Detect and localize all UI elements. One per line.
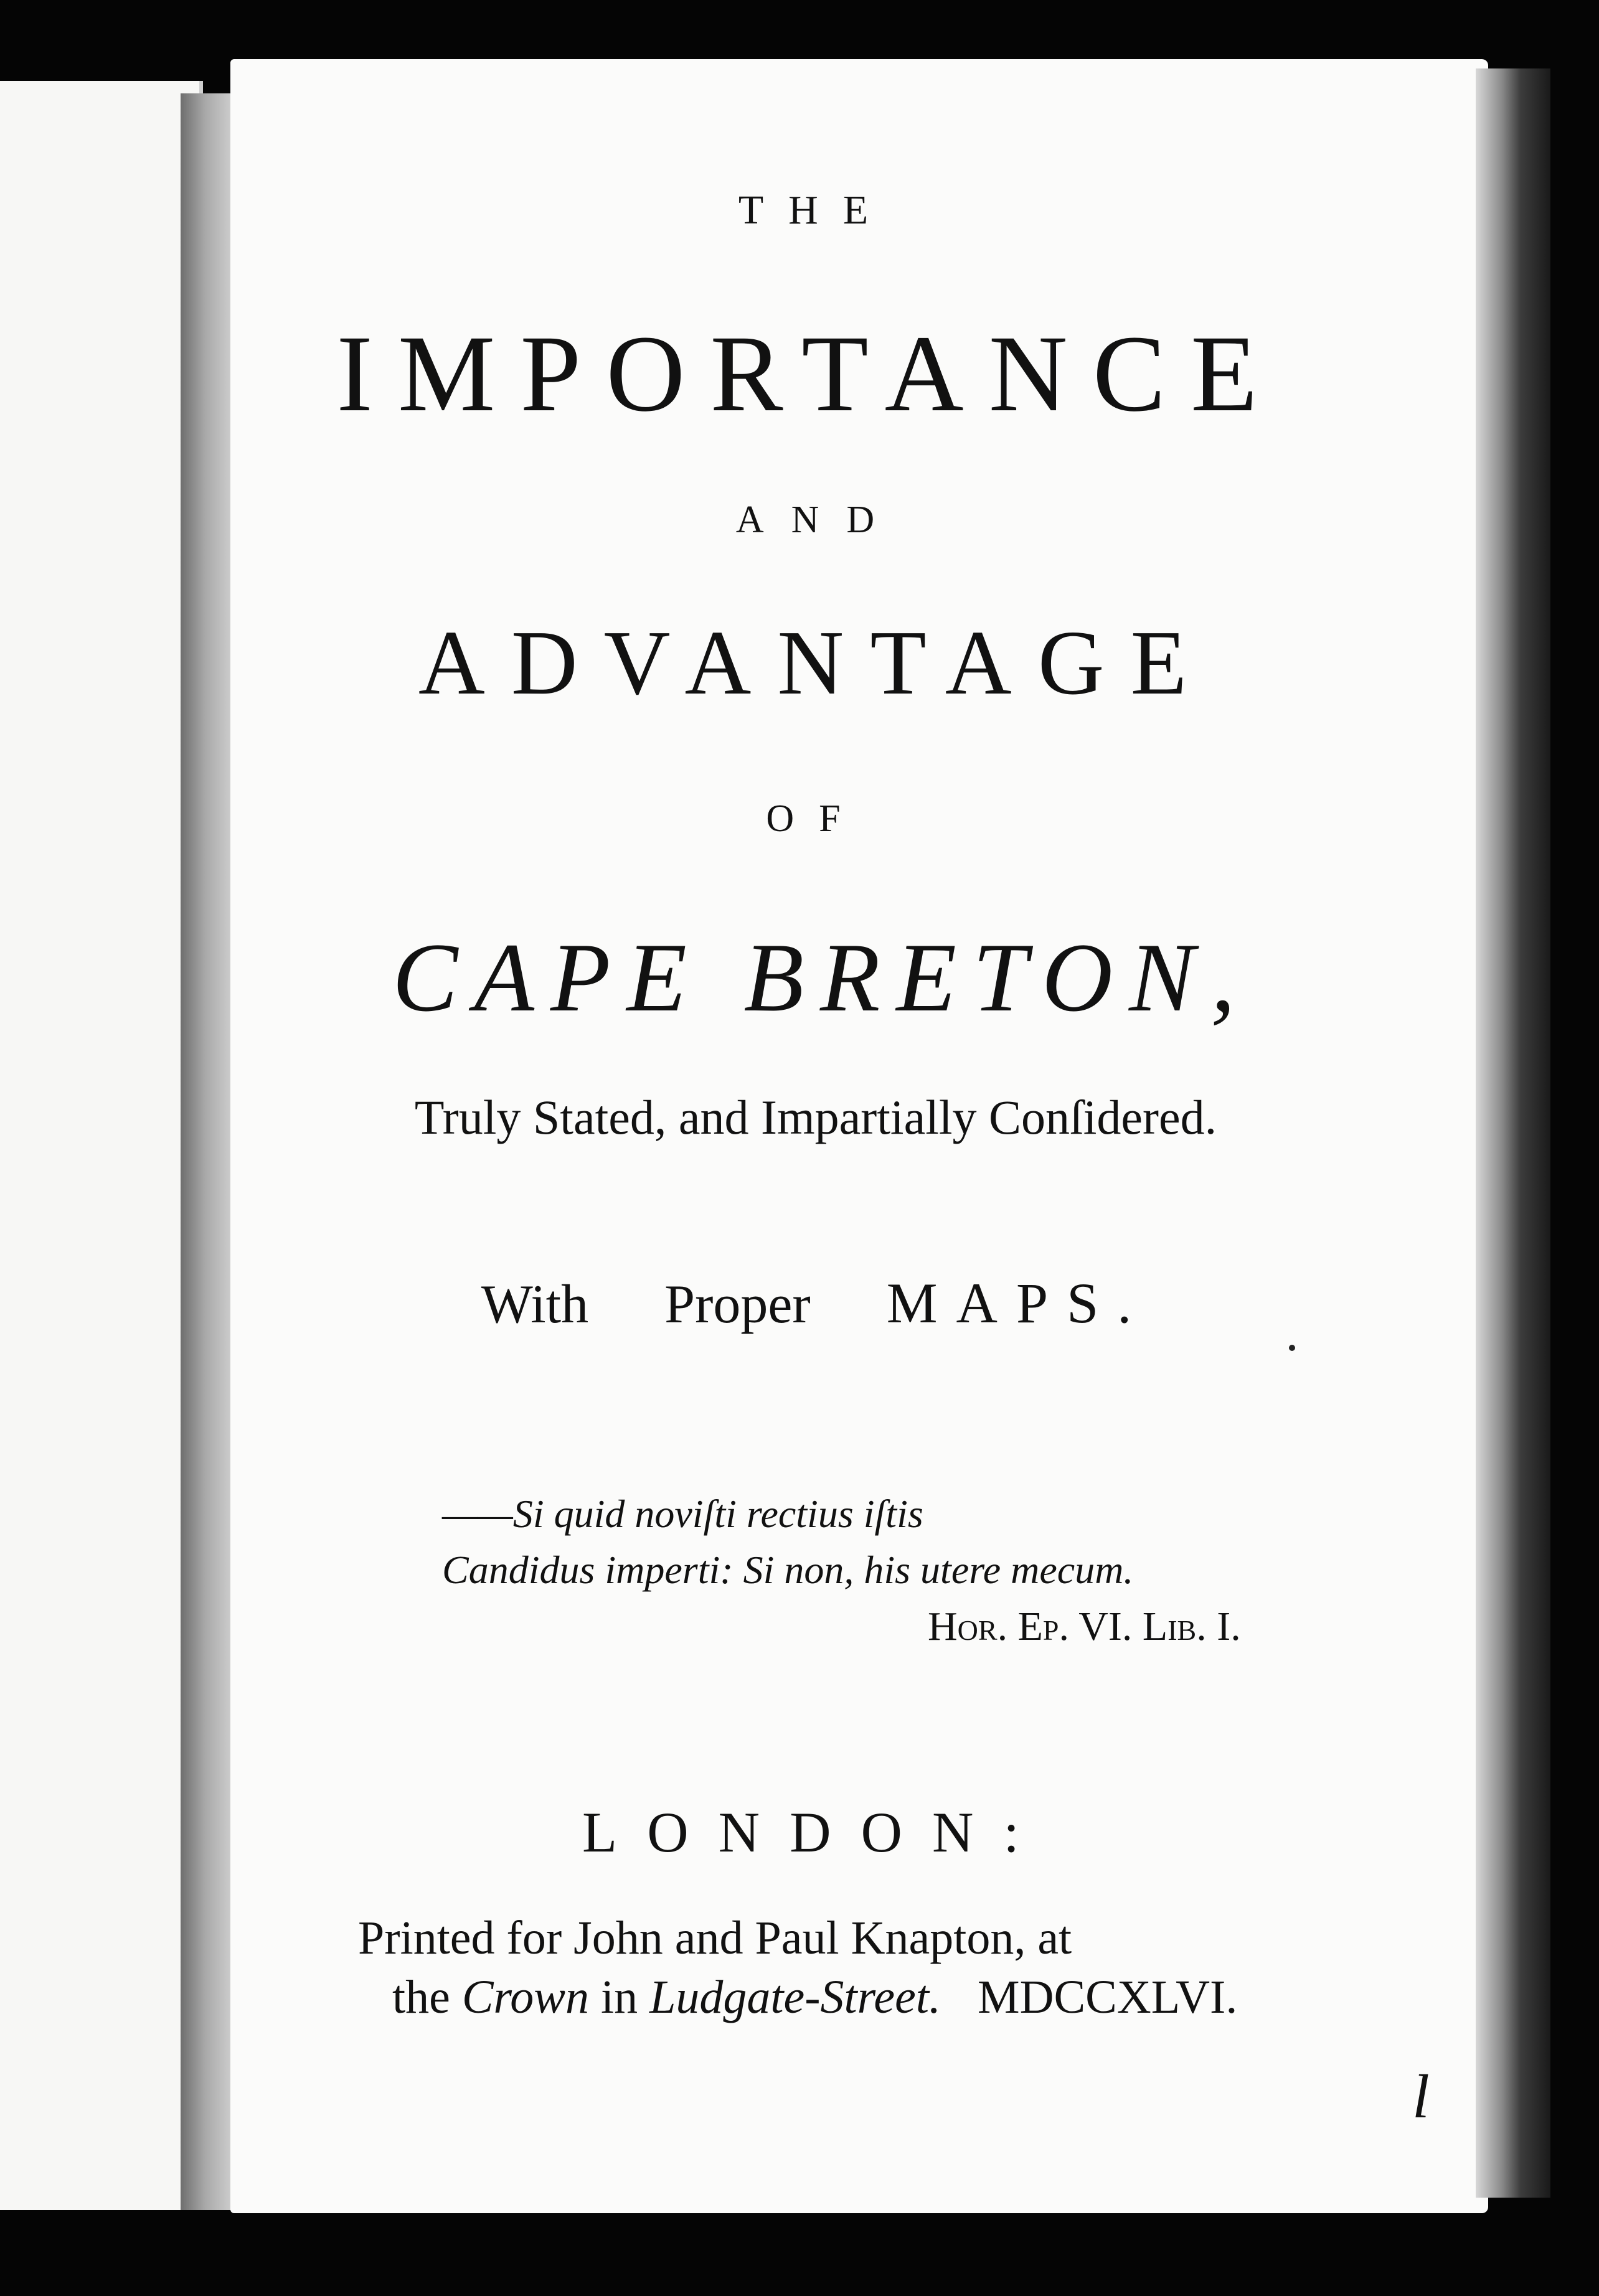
imprint-crown: Crown	[461, 1971, 589, 2023]
maps-word: MAPS.	[886, 1271, 1151, 1335]
imprint-line-2	[392, 1970, 1237, 2025]
title-word-advantage: ADVANTAGE	[418, 612, 1214, 714]
ink-speck	[1289, 1345, 1295, 1351]
title-word-the: THE	[738, 187, 894, 233]
margin-mark: l	[1412, 2062, 1430, 2131]
maps-proper: Proper	[664, 1274, 811, 1335]
maps-with: With	[481, 1274, 589, 1335]
imprint-in: in	[601, 1971, 638, 2023]
maps-line	[0, 1270, 1599, 1336]
title-cape-breton: CAPE BRETON,	[392, 923, 1252, 1032]
epigraph-line-1: ——Si quid noviſti rectius iſtis	[442, 1492, 923, 1536]
imprint-year: MDCCXLVI.	[978, 1971, 1238, 2023]
epigraph-line-2: Candidus imperti: Si non, his utere mecum.	[442, 1548, 1134, 1592]
imprint-the: the	[392, 1971, 450, 2023]
title-word-of: OF	[766, 797, 866, 840]
imprint-place: LONDON:	[582, 1800, 1049, 1864]
title-word-and: AND	[735, 499, 902, 541]
epigraph-attribution: Hor. Ep. VI. Lib. I.	[928, 1604, 1241, 1649]
subtitle: Truly Stated, and Impartially Conſidered.	[414, 1090, 1217, 1144]
imprint-street: Ludgate-Street.	[649, 1971, 941, 2023]
imprint-line-1: Printed for John and Paul Knapton, at	[358, 1912, 1072, 1964]
title-word-importance: IMPORTANCE	[336, 313, 1283, 435]
